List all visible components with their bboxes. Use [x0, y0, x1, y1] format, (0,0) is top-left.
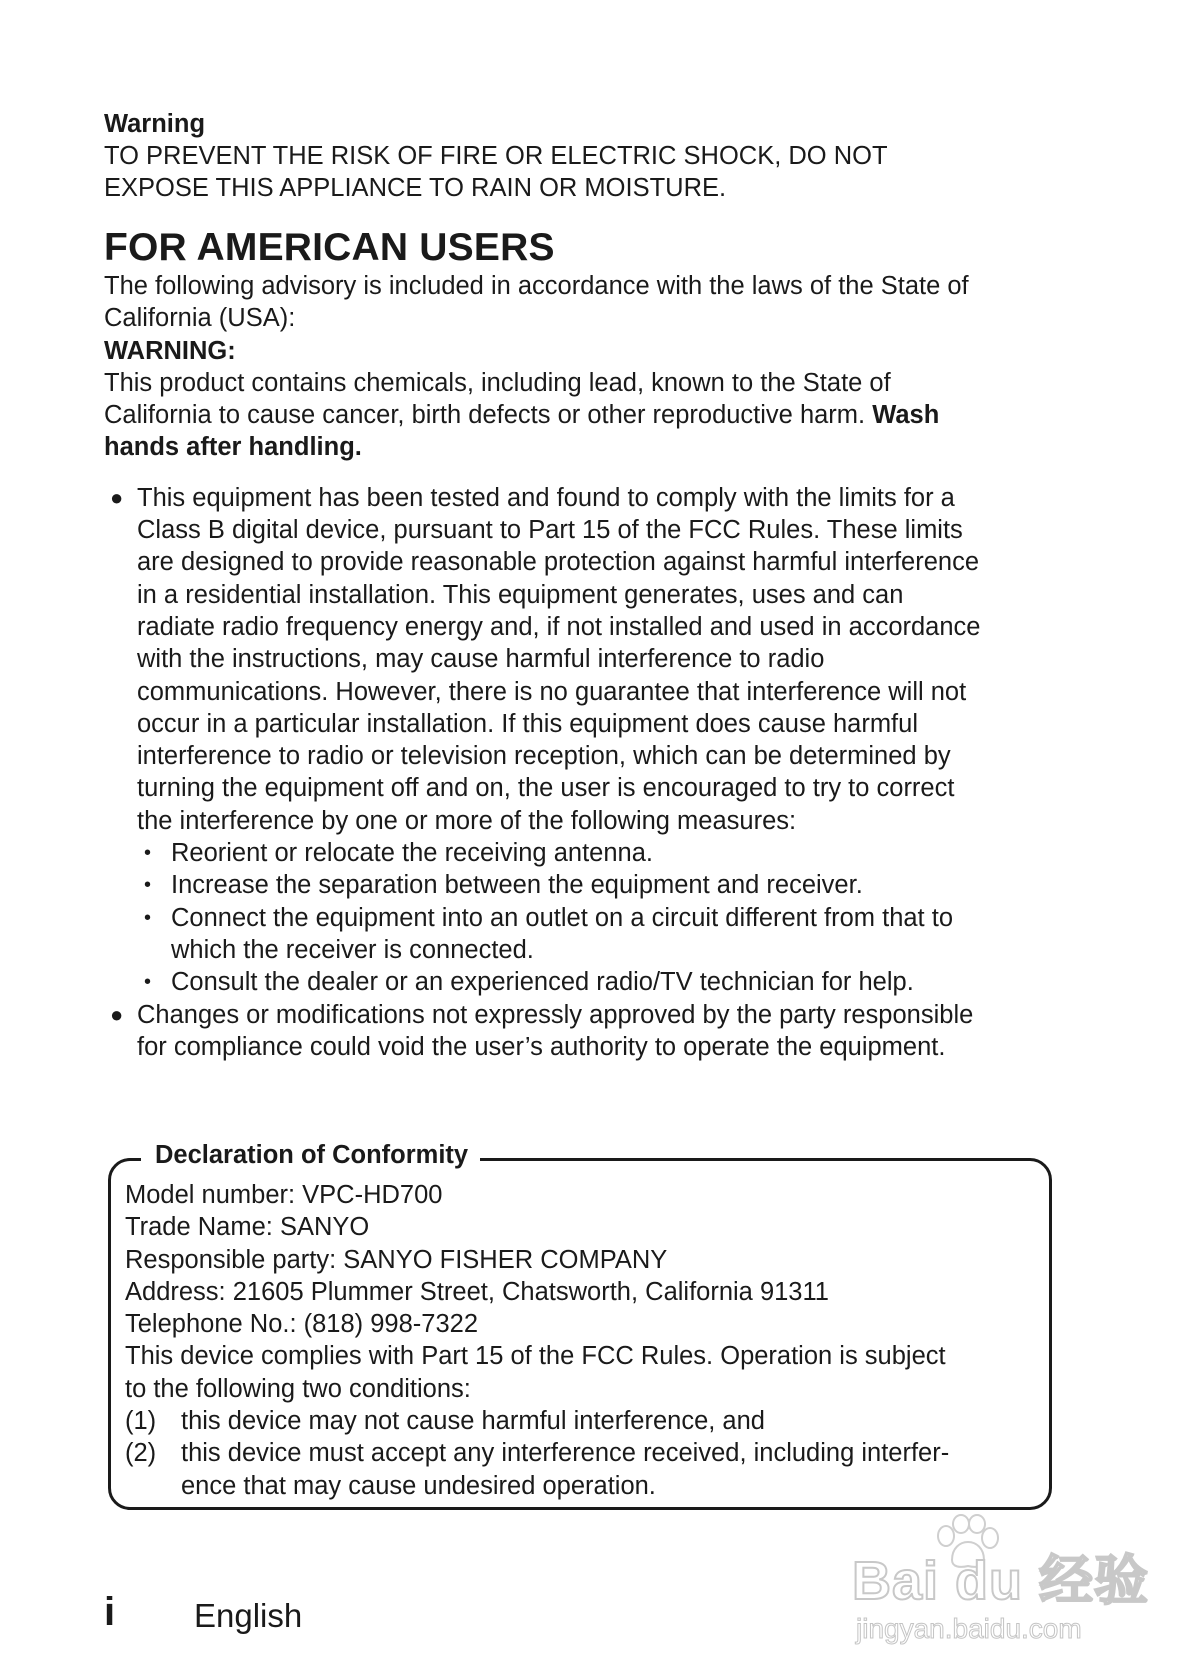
- page-number: i: [104, 1590, 116, 1634]
- condition-item: [125, 1405, 1029, 1437]
- warning-line: EXPOSE THIS APPLIANCE TO RAIN OR MOISTURE.: [104, 174, 727, 202]
- model-number: Model number: VPC-HD700: [125, 1181, 443, 1209]
- fcc-bullet-line: interference to radio or television reception, which can be determined by: [137, 742, 951, 771]
- small-bullet-icon: •: [144, 906, 152, 929]
- telephone: Telephone No.: (818) 998-7322: [125, 1310, 479, 1339]
- declaration-box: [108, 1141, 1052, 1510]
- measure-item: [137, 869, 1084, 901]
- california-warning-line: This product contains chemicals, including lead, known to the State of: [104, 368, 891, 397]
- fcc-bullet-line: turning the equipment off and on, the user is encouraged to try to correct: [137, 774, 955, 803]
- condition-line: ence that may cause undesired operation.: [181, 1471, 656, 1500]
- fcc-bullet-line: radiate radio frequency energy and, if not installed and used in accordance: [137, 612, 981, 641]
- watermark-logo-text: Bai du 经验: [852, 1551, 1150, 1611]
- responsible-party: Responsible party: SANYO FISHER COMPANY: [125, 1245, 668, 1274]
- condition-item: [125, 1437, 1029, 1502]
- condition-line: this device may not cause harmful interference, and: [181, 1407, 765, 1436]
- advisory-line: California (USA):: [104, 304, 296, 333]
- watermark-url: jingyan.baidu.com: [856, 1613, 1082, 1644]
- fcc-bullet-item: [104, 999, 1084, 1064]
- complies-line: This device complies with Part 15 of the FCC Rules. Operation is subject: [125, 1342, 946, 1371]
- fcc-bullet-line: occur in a particular installation. If this equipment does cause harmful: [137, 709, 918, 738]
- fcc-bullet-line: are designed to provide reasonable protection against harmful interference: [137, 548, 980, 577]
- document-page: [104, 108, 1084, 1063]
- fcc-bullet-line: Changes or modifications not expressly approved by the party responsible: [137, 1000, 974, 1029]
- fcc-bullet-line: for compliance could void the user’s authority to operate the equipment.: [137, 1032, 946, 1061]
- condition-number: (1): [125, 1407, 157, 1436]
- section-heading: FOR AMERICAN USERS: [104, 226, 555, 269]
- wash-hands-line: hands after handling.: [104, 433, 362, 462]
- measures-list: [137, 837, 1084, 998]
- california-warning-line: [104, 399, 1084, 431]
- fcc-list: [104, 482, 1084, 1063]
- address: Address: 21605 Plummer Street, Chatsworth, California 91311: [125, 1277, 829, 1306]
- small-bullet-icon: •: [144, 842, 152, 865]
- measure-item: [137, 902, 1084, 967]
- small-bullet-icon: •: [144, 874, 152, 897]
- wash-hands-text: Wash: [872, 401, 940, 430]
- fcc-bullet-line: with the instructions, may cause harmful interference to radio: [137, 645, 825, 674]
- warning-section: [104, 108, 1084, 204]
- measure-item: [137, 837, 1084, 869]
- measure-line: Increase the separation between the equipment and receiver.: [171, 871, 863, 900]
- fcc-bullet-line: in a residential installation. This equipment generates, uses and can: [137, 580, 904, 609]
- measure-line: Reorient or relocate the receiving antenna.: [171, 839, 653, 868]
- declaration-title: Declaration of Conformity: [141, 1139, 480, 1171]
- warning-line: TO PREVENT THE RISK OF FIRE OR ELECTRIC SHOCK, DO NOT: [104, 142, 888, 170]
- trade-name: Trade Name: SANYO: [125, 1213, 370, 1242]
- baidu-watermark: [852, 1514, 1152, 1654]
- small-bullet-icon: •: [144, 971, 152, 994]
- california-warning-text: California to cause cancer, birth defects or other reproductive harm.: [104, 401, 866, 430]
- advisory: [104, 270, 1084, 464]
- bullet-dot-icon: ●: [110, 484, 124, 510]
- warning-title: Warning: [104, 110, 206, 138]
- measure-line: which the receiver is connected.: [171, 935, 534, 964]
- measure-line: Connect the equipment into an outlet on a circuit different from that to: [171, 903, 953, 932]
- california-warning-label: WARNING:: [104, 336, 236, 365]
- fcc-bullet-line: the interference by one or more of the following measures:: [137, 806, 797, 835]
- fcc-bullet-line: This equipment has been tested and found to comply with the limits for a: [137, 483, 955, 512]
- fcc-bullet-line: communications. However, there is no guarantee that interference will not: [137, 677, 967, 706]
- condition-number: (2): [125, 1439, 157, 1468]
- fcc-bullet-item: [104, 482, 1084, 999]
- fcc-bullet-line: Class B digital device, pursuant to Part 15 of the FCC Rules. These limits: [137, 516, 963, 545]
- bullet-dot-icon: ●: [110, 1001, 124, 1027]
- condition-line: this device must accept any interference received, including interfer-: [181, 1439, 950, 1468]
- measure-item: [137, 966, 1084, 998]
- language-label: English: [194, 1597, 303, 1634]
- measure-line: Consult the dealer or an experienced radio/TV technician for help.: [171, 968, 914, 997]
- advisory-line: The following advisory is included in accordance with the laws of the State of: [104, 272, 969, 300]
- complies-line: to the following two conditions:: [125, 1374, 471, 1403]
